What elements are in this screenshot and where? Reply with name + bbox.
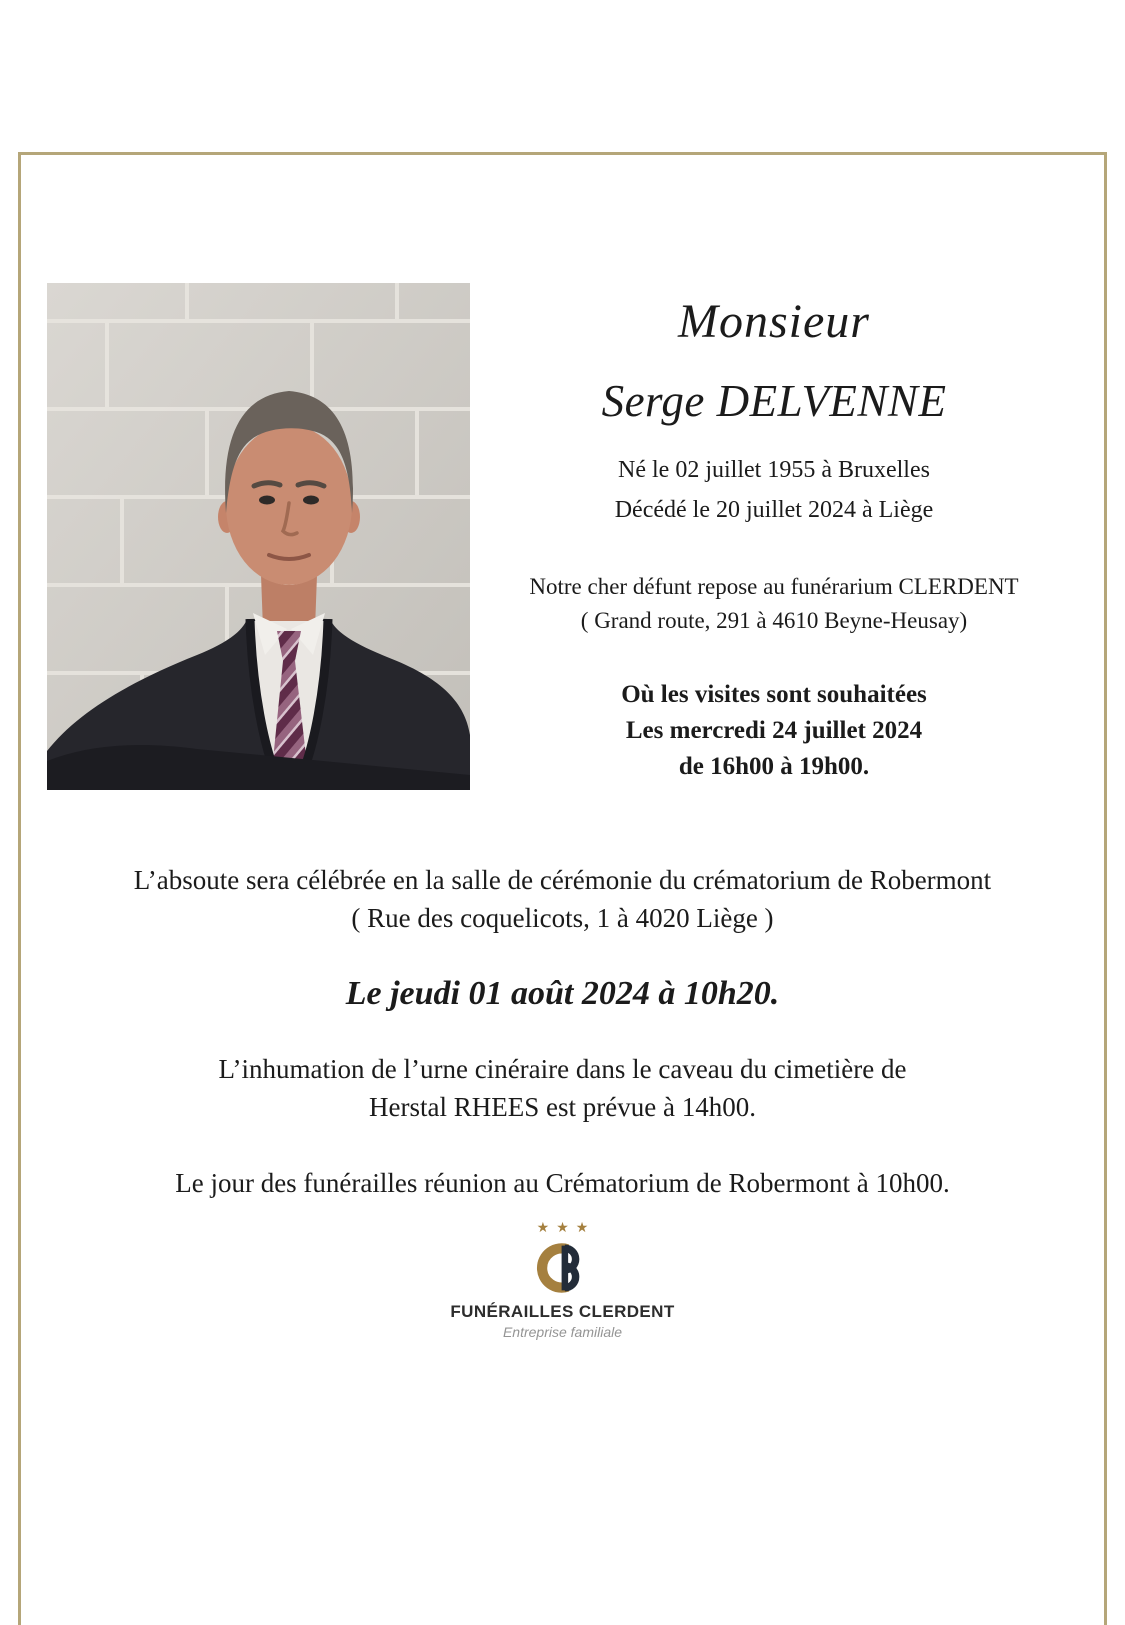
birth-line: Né le 02 juillet 1955 à Bruxelles <box>618 457 930 483</box>
portrait-photo <box>47 283 470 790</box>
funeral-home-logo <box>0 1222 1125 1340</box>
clerdent-cb-logo-icon <box>521 1238 605 1298</box>
deceased-name: Serge DELVENNE <box>601 376 947 426</box>
ceremony-line1: L’absoute sera célébrée en la salle de cérémonie du crématorium de Robermont <box>133 865 992 895</box>
death-line: Décédé le 20 juillet 2024 à Liège <box>614 496 934 523</box>
inhumation-line2: Herstal RHEES est prévue à 14h00. <box>369 1091 756 1122</box>
visits-info <box>478 677 1070 786</box>
stars-icon: ★★★ <box>536 1221 596 1236</box>
ceremony-details <box>30 862 1095 1203</box>
inhumation-line1: L’inhumation de l’urne cinéraire dans le caveau du cimetière de <box>218 1054 907 1085</box>
visits-line1: Où les visites sont souhaitées <box>621 680 927 708</box>
life-dates <box>478 451 1070 530</box>
repose-line2: ( Grand route, 291 à 4610 Beyne-Heusay) <box>580 607 968 633</box>
company-tagline: Entreprise familiale <box>502 1324 623 1340</box>
repose-line1: Notre cher défunt repose au funérarium CLERDENT <box>529 574 1019 600</box>
visits-line3: de 16h00 à 19h00. <box>678 753 870 781</box>
portrait-photo-graphic <box>47 283 470 790</box>
deceased-header <box>478 294 1070 786</box>
inhumation-info <box>30 1051 1095 1127</box>
meeting-line: Le jour des funérailles réunion au Crématorium de Robermont à 10h00. <box>175 1167 950 1198</box>
visits-line2: Les mercredi 24 juillet 2024 <box>625 717 923 745</box>
company-name: FUNÉRAILLES CLERDENT <box>450 1302 675 1321</box>
civility-title: Monsieur <box>678 295 870 348</box>
ceremony-datetime: Le jeudi 01 août 2024 à 10h20. <box>345 974 780 1012</box>
ceremony-line2: ( Rue des coquelicots, 1 à 4020 Liège ) <box>351 902 774 933</box>
repose-info <box>478 570 1070 637</box>
